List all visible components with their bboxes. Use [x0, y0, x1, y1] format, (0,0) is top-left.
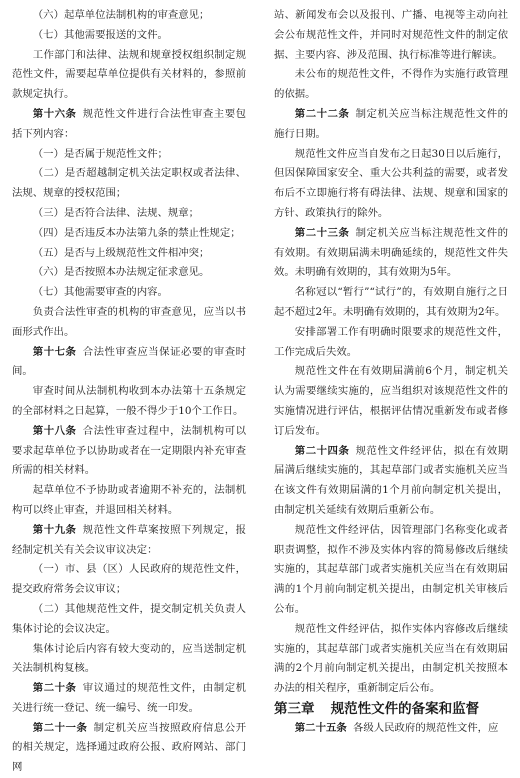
article-text: 规范性文件进行合法性审查主要包括下列内容：: [12, 107, 247, 140]
article-25: [274, 719, 508, 739]
article-23: [274, 224, 508, 283]
paragraph: 工作部门和法律、法规和规章授权组织制定规范性文件，需要起草单位提供有关材料的，参照前款规定执行。: [12, 48, 246, 101]
article-number: 第二十五条: [294, 721, 347, 734]
paragraph: （六）起草单位法制机构的审查意见；: [32, 9, 210, 21]
article-number: 第十八条: [32, 424, 77, 437]
paragraph: 规范性文件应当自发布之日起30日以后施行，但因保障国家安全、重大公共利益的需要，或者发布后不立即施行将有碍法律、法规、规章和国家的方针、政策执行的除外。: [274, 147, 508, 219]
article-21: [12, 719, 246, 778]
paragraph: （七）其他需要审查的内容。: [32, 286, 168, 299]
paragraph: 规范性文件经评估，因管理部门名称变化或者职责调整，拟作不涉及实体内容的简易修改后继续实施的，其起草部门或者实施机关应当在有效期届满的1个月前向制定机关提出，由制定机关审核后公布。: [274, 523, 508, 615]
article-number: 第十六条: [32, 107, 77, 120]
article-text: 制定机关应当按照政府信息公开的相关规定，选择通过政府公报、政府网站、部门网: [12, 721, 247, 774]
paragraph: 起草单位不予协助或者逾期不补充的，法制机构可以终止审查，并退回相关材料。: [12, 484, 246, 516]
chapter-title: 规范性文件的备案和监督: [330, 700, 480, 717]
paragraph: 审查时间从法制机构收到本办法第十五条规定的全部材料之日起算，一般不得少于10个工作日。: [12, 385, 246, 417]
article-20: [12, 679, 246, 719]
right-column: [274, 6, 508, 739]
paragraph: 未公布的规范性文件，不得作为实施行政管理的依据。: [274, 68, 508, 101]
article-number: 第十九条: [32, 523, 77, 536]
article-24: [274, 442, 508, 521]
article-text: 合法性审查应当保证必要的审查时间。: [12, 345, 247, 378]
paragraph: （五）是否与上级规范性文件相冲突；: [32, 246, 210, 259]
chapter-heading: [274, 699, 508, 719]
article-number: 第二十一条: [32, 721, 88, 734]
article-text: 制定机关应当标注规范性文件的有效期。有效期届满未明确延续的，规范性文件失效。未明确有效期的，其有效期为5年。: [274, 226, 509, 279]
article-text: 规范性文件经评估，拟在有效期届满后继续实施的，其起草部门或者实施机关应当在该文件有效期届满的1个月前向制定机关提出，由制定机关延续有效期后重新公布。: [274, 444, 509, 516]
paragraph: （二）是否超越制定机关法定职权或者法律、法规、规章的授权范围；: [12, 167, 246, 200]
article-text: 审议通过的规范性文件，由制定机关进行统一登记、统一编号、统一印发。: [12, 682, 247, 714]
left-column: [12, 6, 246, 778]
paragraph: （一）是否属于规范性文件；: [32, 147, 168, 160]
article-text: 合法性审查过程中，法制机构可以要求起草单位予以协助或者在一定期限内补充审查所需的相关材料。: [12, 424, 247, 477]
paragraph: 规范性文件在有效期届满前6个月，制定机关认为需要继续实施的，应当组织对该规范性文件的实施情况进行评估，根据评估情况重新发布或者修订后发布。: [274, 365, 508, 437]
article-number: 第二十三条: [294, 226, 350, 239]
paragraph: 负责合法性审查的机构的审查意见，应当以书面形式作出。: [12, 305, 246, 338]
article-16: [12, 105, 246, 145]
paragraph: （七）其他需要报送的文件。: [32, 28, 168, 41]
article-18: [12, 422, 246, 481]
article-number: 第二十二条: [294, 107, 350, 120]
paragraph: （一）市、县（区）人民政府的规范性文件，提交政府常务会议审议；: [12, 563, 246, 596]
paragraph: （四）是否违反本办法第九条的禁止性规定；: [32, 226, 241, 239]
article-text: 各级人民政府的规范性文件，应: [352, 721, 499, 734]
article-number: 第十七条: [32, 345, 77, 358]
paragraph: 名称冠以“暂行”“试行”的，有效期自施行之日起不超过2年。未明确有效期的，其有效期为2年。: [274, 286, 508, 318]
chapter-number: 第三章: [274, 700, 315, 717]
paragraph: 集体讨论后内容有较大变动的，应当送制定机关法制机构复核。: [12, 642, 246, 675]
paragraph: （二）其他规范性文件，提交制定机关负责人集体讨论的会议决定。: [12, 602, 246, 635]
article-text: 制定机关应当标注规范性文件的施行日期。: [274, 107, 509, 140]
article-number: 第二十四条: [294, 444, 350, 457]
article-19: [12, 521, 246, 561]
article-text: 规范性文件草案按照下列规定，报经制定机关有关会议审议决定：: [12, 523, 247, 556]
article-22: [274, 105, 508, 145]
paragraph: 规范性文件经评估，拟作实体内容修改后继续实施的，其起草部门或者实施机关应当在有效期届满的2个月前向制定机关提出，由制定机关按照本办法的相关程序，重新制定后公布。: [274, 622, 508, 695]
article-number: 第二十条: [32, 682, 77, 695]
paragraph-continued: 站、新闻发布会以及报刊、广播、电视等主动向社会公布规范性文件，并同时对规范性文件的制定依据、主要内容、涉及范围、执行标准等进行解读。: [274, 9, 508, 61]
paragraph: （三）是否符合法律、法规、规章；: [32, 206, 200, 219]
article-17: [12, 343, 246, 383]
paragraph: 安排部署工作有明确时限要求的规范性文件，工作完成后失效。: [274, 325, 508, 358]
paragraph: （六）是否按照本办法规定征求意见。: [32, 266, 210, 279]
